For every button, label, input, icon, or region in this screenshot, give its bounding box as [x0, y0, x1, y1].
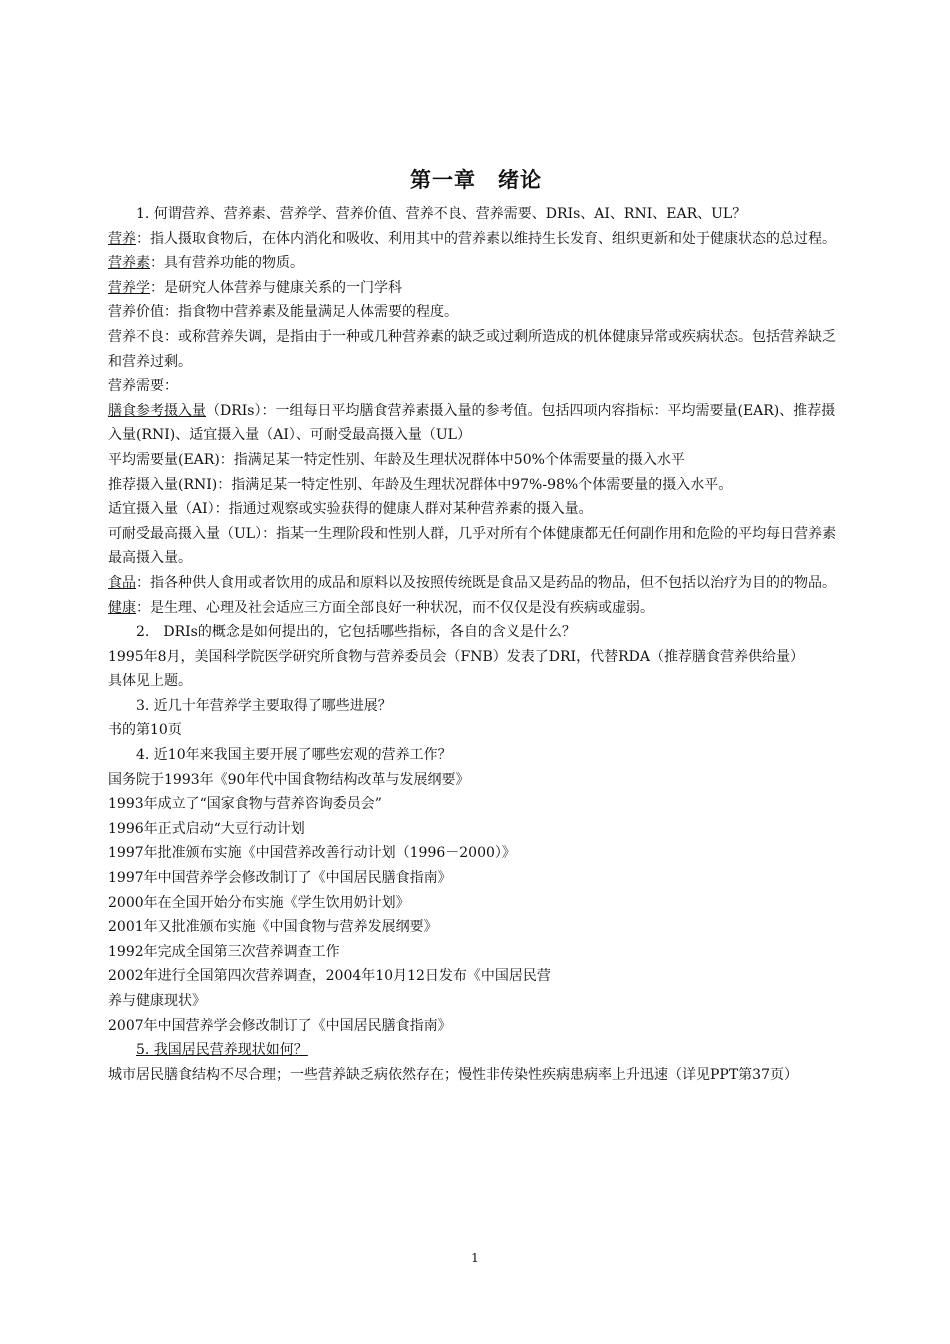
paragraph-text: 2002年进行全国第四次营养调查，2004年10月12日发布《中国居民营 [108, 968, 551, 985]
paragraph [108, 374, 844, 399]
paragraph [108, 768, 844, 793]
paragraph [108, 1063, 844, 1088]
paragraph [108, 325, 844, 374]
paragraph-text: 1993年成立了“国家食物与营养咨询委员会” [108, 796, 382, 813]
paragraph-text: 1995年8月，美国科学院医学研究所食物与营养委员会（FNB）发表了DRI，代替RDA（推荐膳食营养供给量） [108, 648, 804, 665]
paragraph-text: 1. 何谓营养、营养素、营养学、营养价值、营养不良、营养需要、DRIs、AI、RNI、EAR、UL？ [136, 206, 747, 222]
paragraph-text: 养与健康现状》 [108, 993, 206, 1009]
paragraph-text: 2. DRIs的概念是如何提出的，它包括哪些指标，各自的含义是什么？ [136, 624, 576, 641]
paragraph [108, 1038, 844, 1063]
document-page [108, 166, 844, 1087]
paragraph [108, 596, 844, 621]
paragraph-text: 可耐受最高摄入量（UL）：指某一生理阶段和性别人群，几乎对所有个体健康都无任何副作用和危险的平均每日营养素最高摄入量。 [108, 525, 837, 567]
paragraph-text: 2000年在全国开始分布实施《学生饮用奶计划》 [108, 894, 410, 911]
paragraph [108, 202, 844, 227]
paragraph [108, 817, 844, 842]
paragraph [108, 989, 844, 1014]
paragraph [108, 276, 844, 301]
paragraph-text: （DRIs）：一组每日平均膳食营养素摄入量的参考值。包括四项内容指标：平均需要量(EAR)、推荐摄入量(RNI)、适宜摄入量（AI）、可耐受最高摄入量（UL） [108, 402, 836, 444]
paragraph-text: 2007年中国营养学会修改制订了《中国居民膳食指南》 [108, 1017, 452, 1034]
defined-term: 膳食参考摄入量 [108, 402, 206, 419]
defined-term: 营养素 [108, 255, 150, 272]
defined-term: 食品 [108, 574, 136, 591]
chapter-title: 第一章 绪论 [410, 168, 542, 192]
paragraph-text: 适宜摄入量（AI）：指通过观察或实验获得的健康人群对某种营养素的摄入量。 [108, 501, 593, 518]
paragraph-text: ：是研究人体营养与健康关系的一门学科 [150, 279, 402, 296]
paragraph [108, 1014, 844, 1039]
defined-term: 健康 [108, 599, 136, 616]
paragraph-text: 平均需要量(EAR)：指满足某一特定性别、年龄及生理状况群体中50%个体需要量的摄入水平 [108, 451, 685, 468]
paragraph [108, 669, 844, 694]
paragraph [108, 866, 844, 891]
paragraph [108, 300, 844, 325]
paragraph [108, 792, 844, 817]
paragraph [108, 497, 844, 522]
paragraph-text: 书的第10页 [108, 722, 182, 739]
paragraph [108, 399, 844, 448]
paragraph-text: 城市居民膳食结构不尽合理；一些营养缺乏病依然存在；慢性非传染性疾病患病率上升迅速（详见PPT第37页） [108, 1066, 798, 1083]
paragraph [108, 915, 844, 940]
paragraph-text: 推荐摄入量(RNI)：指满足某一特定性别、年龄及生理状况群体中97%-98%个体需要量的摄入水平。 [108, 476, 733, 493]
paragraph [108, 251, 844, 276]
paragraph [108, 841, 844, 866]
paragraph [108, 473, 844, 498]
page-number: 1 [471, 1251, 479, 1265]
paragraph-text: 3. 近几十年营养学主要取得了哪些进展？ [136, 697, 392, 714]
paragraph [108, 645, 844, 670]
paragraph-text: 国务院于1993年《90年代中国食物结构改革与发展纲要》 [108, 771, 470, 788]
paragraph-text: 1997年批准颁布实施《中国营养改善行动计划（1996－2000）》 [108, 845, 516, 862]
paragraph [108, 448, 844, 473]
paragraph [108, 940, 844, 965]
paragraph [108, 227, 844, 252]
defined-term: 营养学 [108, 279, 150, 296]
paragraph-text: 营养不良：或称营养失调，是指由于一种或几种营养素的缺乏或过剩所造成的机体健康异常或疾病状态。包括营养缺乏和营养过剩。 [108, 328, 836, 370]
paragraph-text: 1997年中国营养学会修改制订了《中国居民膳食指南》 [108, 870, 452, 887]
defined-term: 营养 [108, 230, 136, 247]
paragraph [108, 620, 844, 645]
paragraph-text: 1992年完成全国第三次营养调查工作 [108, 943, 340, 960]
paragraph-text: ：指人摄取食物后，在体内消化和吸收、利用其中的营养素以维持生长发育、组织更新和处于健康状态的总过程。 [136, 230, 836, 247]
defined-term: 5. 我国居民营养现状如何？ [136, 1042, 308, 1059]
paragraph-text: 2001年又批准颁布实施《中国食物与营养发展纲要》 [108, 919, 438, 936]
paragraph-text: ：是生理、心理及社会适应三方面全部良好一种状况，而不仅仅是没有疾病或虚弱。 [136, 599, 654, 616]
paragraph-text: 营养需要： [108, 378, 178, 395]
paragraph [108, 571, 844, 596]
paragraph-text: ：指各种供人食用或者饮用的成品和原料以及按照传统既是食品又是药品的物品，但不包括以治疗为目的的物品。 [136, 574, 836, 591]
paragraph [108, 694, 844, 719]
paragraph-text: 营养价值：指食物中营养素及能量满足人体需要的程度。 [108, 304, 458, 321]
paragraph [108, 891, 844, 916]
document-body [108, 202, 844, 1087]
paragraph [108, 743, 844, 768]
paragraph-text: 1996年正式启动“大豆行动计划 [108, 820, 305, 837]
paragraph-text: 4. 近10年来我国主要开展了哪些宏观的营养工作？ [136, 747, 452, 764]
paragraph [108, 522, 844, 571]
paragraph [108, 964, 844, 989]
paragraph-text: ：具有营养功能的物质。 [150, 255, 304, 272]
paragraph [108, 718, 844, 743]
paragraph-text: 具体见上题。 [108, 673, 192, 690]
